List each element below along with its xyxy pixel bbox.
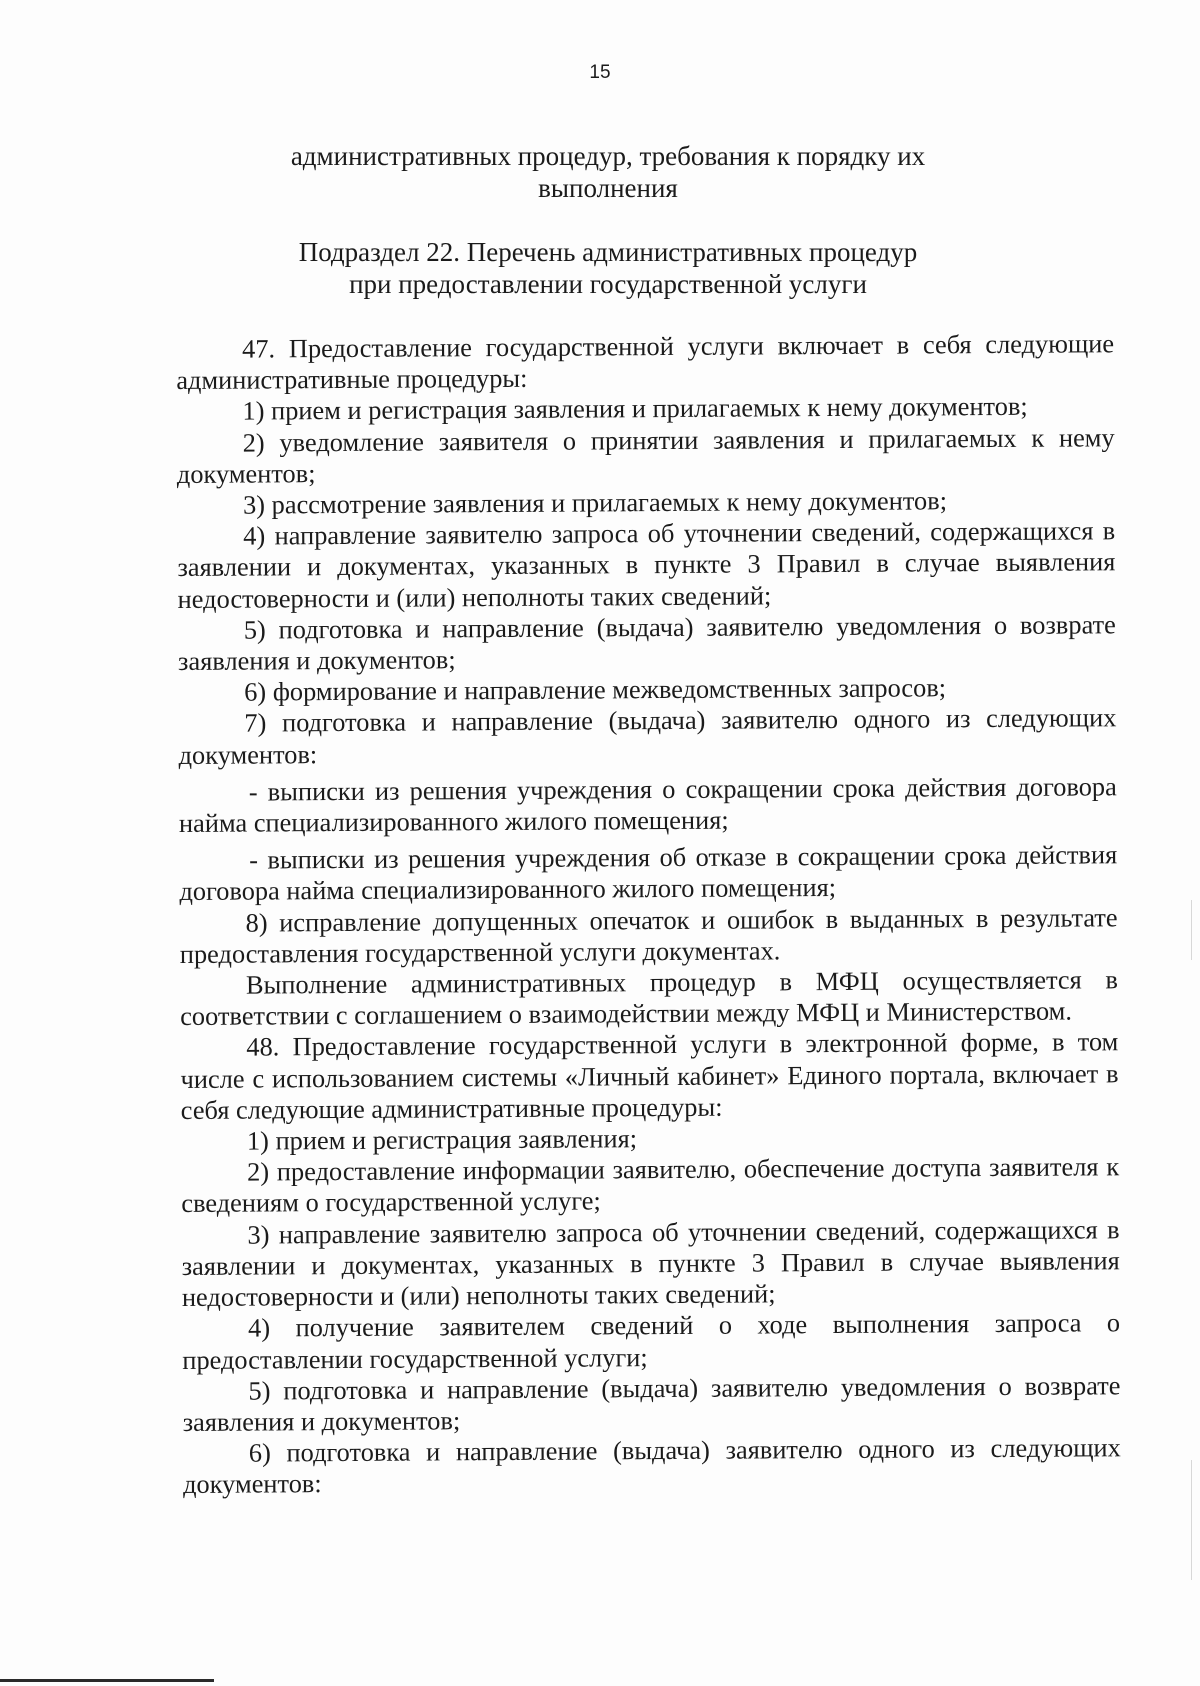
section-heading-line: административных процедур, требования к порядку их [290, 141, 926, 171]
list-item: 8) исправление допущенных опечаток и ошибок в выданных в результате предоставления государственной услуги документах. [179, 901, 1118, 969]
list-item: 3) рассмотрение заявления и прилагаемых к нему документов; [242, 485, 948, 520]
subsection-heading-line: при предоставлении государственной услуги [349, 269, 867, 299]
subsection-heading-line: Подраздел 22. Перечень административных процедур [298, 237, 918, 267]
scan-edge-mark [1191, 1460, 1192, 1580]
list-item: 6) формирование и направление межведомственных запросов; [244, 672, 947, 707]
list-item: 5) подготовка и направление (выдача) заявителю уведомления о возврате заявления и документов; [177, 609, 1116, 677]
list-item: 4) получение заявителем сведений о ходе выполнения запроса о предоставлении государственной услуги; [182, 1307, 1121, 1375]
scan-edge-mark [1191, 900, 1192, 960]
subsection-heading [8, 236, 1200, 300]
page-number: 15 [589, 62, 611, 83]
paragraph-47: 47. Предоставление государственной услуги включает в себя следующие административные процедуры: [176, 328, 1115, 396]
dash-item: - выписки из решения учреждения о сокращении срока действия договора найма специализированного жилого помещения; [178, 771, 1117, 839]
list-item: 3) направление заявителю запроса об уточнении сведений, содержащихся в заявлении и документах, указанных в пункте 3 Правил в случае выявления недостоверности и (или) неполноты таких сведений; [181, 1213, 1120, 1313]
list-item: 1) прием и регистрация заявления и прилагаемых к нему документов; [242, 391, 1028, 427]
list-item: 7) подготовка и направление (выдача) заявителю одного из следующих документов: [178, 702, 1117, 770]
document-body [176, 328, 1121, 1500]
list-item: 1) прием и регистрация заявления; [246, 1123, 638, 1156]
footnote-separator [0, 1679, 214, 1682]
list-item: 6) подготовка и направление (выдача) заявителю одного из следующих документов: [182, 1432, 1121, 1500]
paragraph-48: 48. Предоставление государственной услуги в электронной форме, в том числе с использованием системы «Личный кабинет» Единого портала, включает в себя следующие административные процедуры: [180, 1026, 1119, 1125]
list-item: 2) уведомление заявителя о принятии заявления и прилагаемых к нему документов; [176, 421, 1115, 489]
list-item: 4) направление заявителю запроса об уточнении сведений, содержащихся в заявлении и документах, указанных в пункте 3 Правил в случае выявления недостоверности и (или) неполноты таких сведений; [177, 515, 1116, 614]
dash-item: - выписки из решения учреждения об отказе в сокращении срока действия договора найма специализированного жилого помещения; [179, 839, 1118, 907]
mfc-paragraph: Выполнение административных процедур в МФЦ осуществляется в соответствии с соглашением о взаимодействии между МФЦ и Министерством. [180, 964, 1119, 1032]
list-item: 2) предоставление информации заявителю, обеспечение доступа заявителя к сведениям о государственной услуге; [181, 1151, 1120, 1219]
section-heading [8, 140, 1200, 204]
list-item: 5) подготовка и направление (выдача) заявителю уведомления о возврате заявления и документов; [182, 1369, 1121, 1437]
section-heading-line: выполнения [538, 173, 678, 203]
